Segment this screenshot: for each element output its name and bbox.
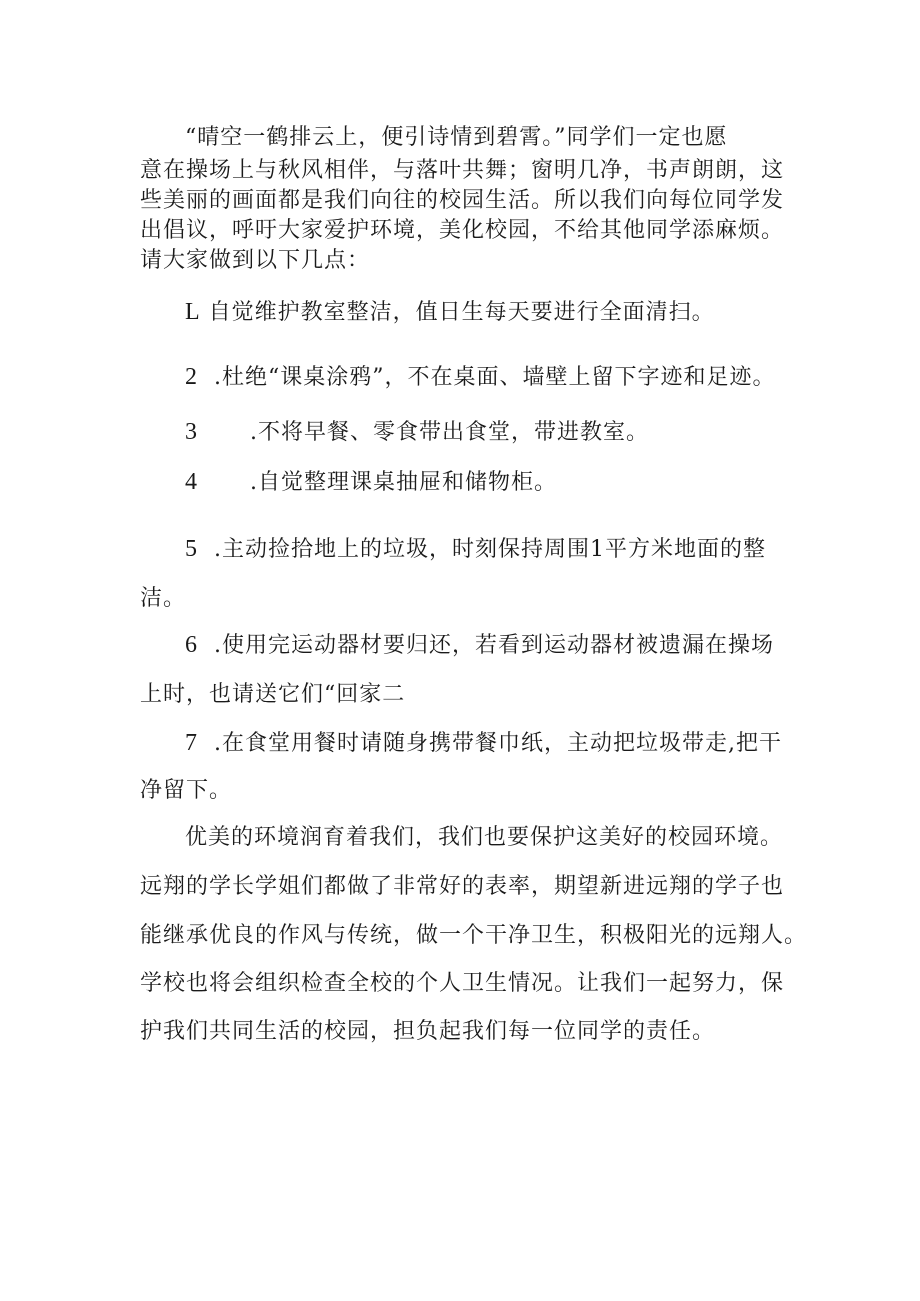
intro-line: 些美丽的画面都是我们向往的校园生活。所以我们向每位同学发 xyxy=(140,188,785,213)
intro-line: 请大家做到以下几点： xyxy=(140,248,371,273)
list-item-number: 4 xyxy=(185,469,198,495)
list-item-text: .使用完运动器材要归还，若看到运动器材被遗漏在操场 xyxy=(214,633,774,658)
intro-line: 出倡议，呼吁大家爱护环境，美化校园，不给其他同学添麻烦。 xyxy=(140,218,785,243)
list-item-text: .在食堂用餐时请随身携带餐巾纸，主动把垃圾带走,把干 xyxy=(214,731,782,756)
list-item xyxy=(185,470,557,494)
list-item-number: 7 xyxy=(185,730,198,756)
list-item-text: .杜绝“课桌涂鸦”，不在桌面、墙壁上留下字迹和足迹。 xyxy=(214,365,776,390)
intro-line: “晴空一鹤排云上，便引诗情到碧霄。”同学们一定也愿 xyxy=(185,125,728,150)
closing-line: 能继承优良的作风与传统，做一个干净卫生，积极阳光的远翔人。 xyxy=(140,923,808,948)
list-item-continuation: 净留下。 xyxy=(140,778,233,803)
closing-line: 护我们共同生活的校园，担负起我们每一位同学的责任。 xyxy=(140,1019,716,1044)
list-item xyxy=(185,537,766,561)
list-item-text: .主动捡拾地上的垃圾，时刻保持周围1平方米地面的整 xyxy=(214,537,766,562)
list-item xyxy=(185,365,776,389)
list-item-number: L xyxy=(185,299,201,325)
list-item xyxy=(185,633,774,657)
list-item xyxy=(185,731,782,755)
intro-line: 意在操场上与秋风相伴，与落叶共舞；窗明几净，书声朗朗，这 xyxy=(140,158,785,183)
list-item-continuation: 洁。 xyxy=(140,586,187,611)
list-item-number: 3 xyxy=(185,419,198,445)
list-item-number: 5 xyxy=(185,536,198,562)
list-item-continuation: 上时，也请送它们“回家二 xyxy=(140,682,406,707)
list-item xyxy=(185,300,715,324)
list-item-number: 6 xyxy=(185,632,198,658)
closing-line: 远翔的学长学姐们都做了非常好的表率，期望新进远翔的学子也 xyxy=(140,874,785,899)
list-item xyxy=(185,420,649,444)
list-item-text: .自觉整理课桌抽屉和储物柜。 xyxy=(250,470,557,495)
list-item-text: 自觉维护教室整洁，值日生每天要进行全面清扫。 xyxy=(208,300,715,325)
closing-line: 学校也将会组织检查全校的个人卫生情况。让我们一起努力，保 xyxy=(140,971,785,996)
list-item-text: .不将早餐、零食带出食堂，带进教室。 xyxy=(250,420,649,445)
closing-line: 优美的环境润育着我们，我们也要保护这美好的校园环境。 xyxy=(185,825,784,850)
list-item-number: 2 xyxy=(185,364,198,390)
